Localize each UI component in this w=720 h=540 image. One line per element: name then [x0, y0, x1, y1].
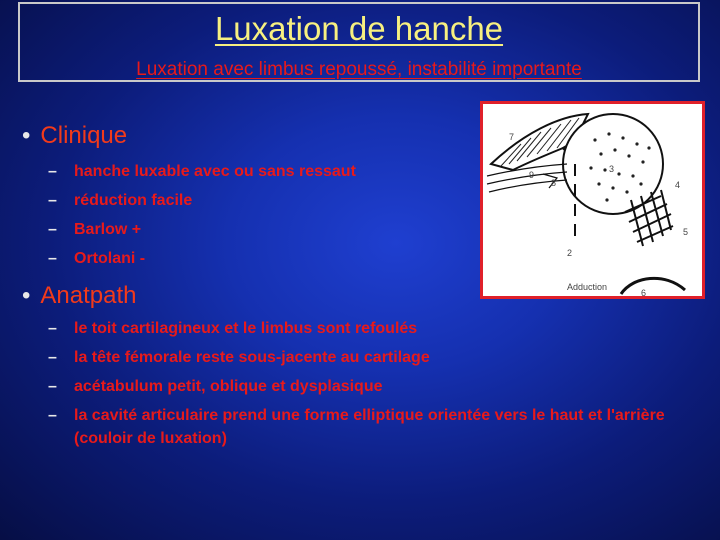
- bullet-dot: •: [22, 122, 31, 149]
- title-box: [18, 2, 700, 82]
- figure-number-2: 2: [567, 248, 573, 258]
- heading-anatpath: Anatpath: [40, 282, 137, 309]
- bullet-dot: •: [22, 282, 31, 309]
- list-item: – Ortolani -: [48, 250, 146, 267]
- list-clinique: [48, 157, 356, 273]
- list-item: – Barlow +: [48, 221, 142, 238]
- list-anatpath: [48, 314, 688, 450]
- figure-number-4: 4: [675, 180, 681, 190]
- list-item: – acétabulum petit, oblique et dysplasique: [48, 378, 383, 395]
- heading-clinique: Clinique: [40, 122, 128, 149]
- slide-subtitle: Luxation avec limbus repoussé, instabilité importante: [136, 59, 582, 80]
- figure-caption: Adduction: [567, 282, 608, 292]
- figure-number-3: 3: [609, 164, 615, 174]
- bullet-clinique: [22, 122, 127, 150]
- list-item: – le toit cartilagineux et le limbus sont refoulés: [48, 320, 418, 337]
- hip-diagram-figure: [480, 101, 705, 299]
- figure-number-9: 9: [529, 170, 535, 180]
- figure-number-8: 8: [551, 178, 557, 188]
- figure-number-7: 7: [509, 132, 515, 142]
- hip-diagram: [483, 104, 702, 296]
- list-item: – réduction facile: [48, 192, 193, 209]
- bullet-anatpath: [22, 282, 137, 310]
- slide-title: Luxation de hanche: [214, 10, 504, 47]
- figure-number-5: 5: [683, 227, 689, 237]
- list-item: – la cavité articulaire prend une forme elliptique orientée vers le haut et l'arrière (couloir de luxation): [48, 407, 665, 447]
- figure-number-6: 6: [641, 288, 647, 296]
- list-item: – la tête fémorale reste sous-jacente au cartilage: [48, 349, 430, 366]
- list-item: – hanche luxable avec ou sans ressaut: [48, 163, 356, 180]
